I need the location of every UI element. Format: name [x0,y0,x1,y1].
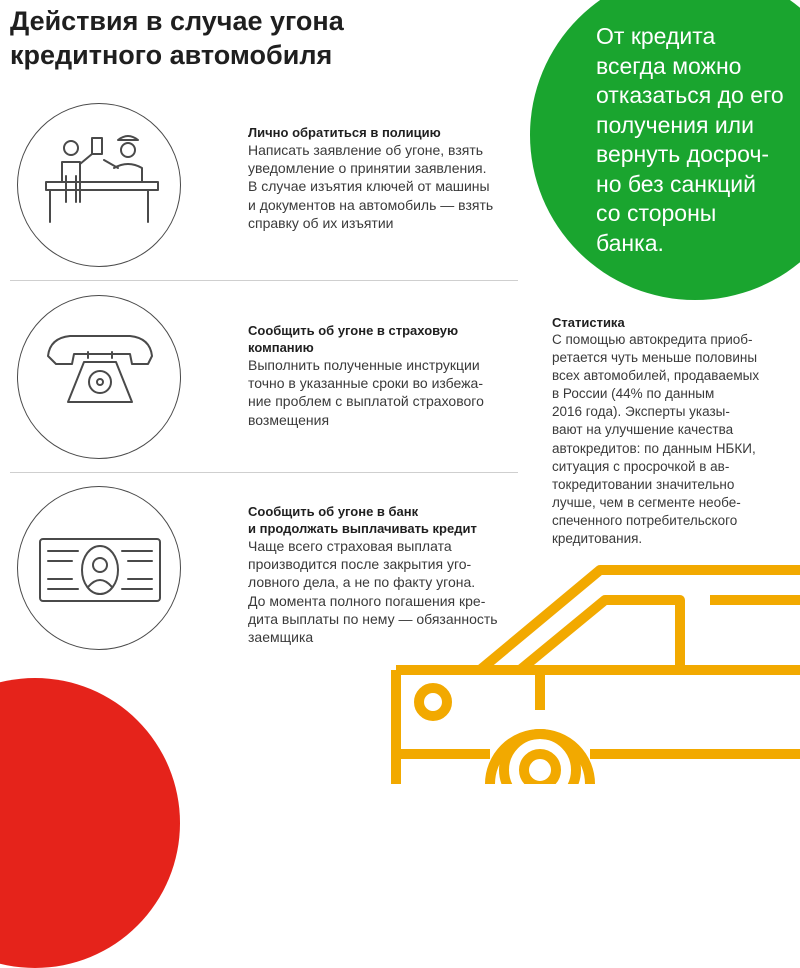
banknote-icon [17,486,181,650]
telephone-icon [17,295,181,459]
step-bank-body: Чаще всего страховая выплата производится после закрытия уго- ловного дела, а не по факту угона. До момента полного погашения кре- дита выплаты по нему — обязанность заемщика [248,538,498,646]
page-title: Действия в случае угона кредитного автомобиля [10,6,344,70]
step-insurance-heading: Сообщить об угоне в страховую компанию [248,323,459,355]
step-police-body: Написать заявление об угоне, взять уведомление о принятии заявления. В случае изъятия ключей от машины и документов на автомобиль — взять справку об их изъятии [248,142,494,231]
statistics-block [552,314,792,548]
step-insurance [248,322,520,429]
statistics-body: С помощью автокредита приоб- ретается чуть меньше половины всех автомобилей, продаваемых в России (44% по данным 2016 года). Эксперты указы- вают на улучшение качества автокредитов: по данным НБКИ, ситуация с просрочкой в ав- токредитовании значительно лучше, чем в сегменте необе- спеченного потребительского кредитования. [552,332,760,547]
divider [10,472,518,473]
step-insurance-body: Выполнить полученные инструкции точно в указанные сроки во избежа- ние проблем с выплатой страхового возмещения [248,357,484,428]
divider [10,280,518,281]
step-bank-heading: Сообщить об угоне в банк и продолжать выплачивать кредит [248,504,477,536]
step-police-heading: Лично обратиться в полицию [248,125,441,140]
police-officer-icon [17,103,181,267]
red-decoration [0,678,180,968]
statistics-heading: Статистика [552,315,625,330]
step-police [248,124,520,232]
callout-text: От кредита всегда можно отказаться до его получения или вернуть досроч- но без санкций со стороны банка. [596,23,784,256]
car-illustration [390,560,800,784]
